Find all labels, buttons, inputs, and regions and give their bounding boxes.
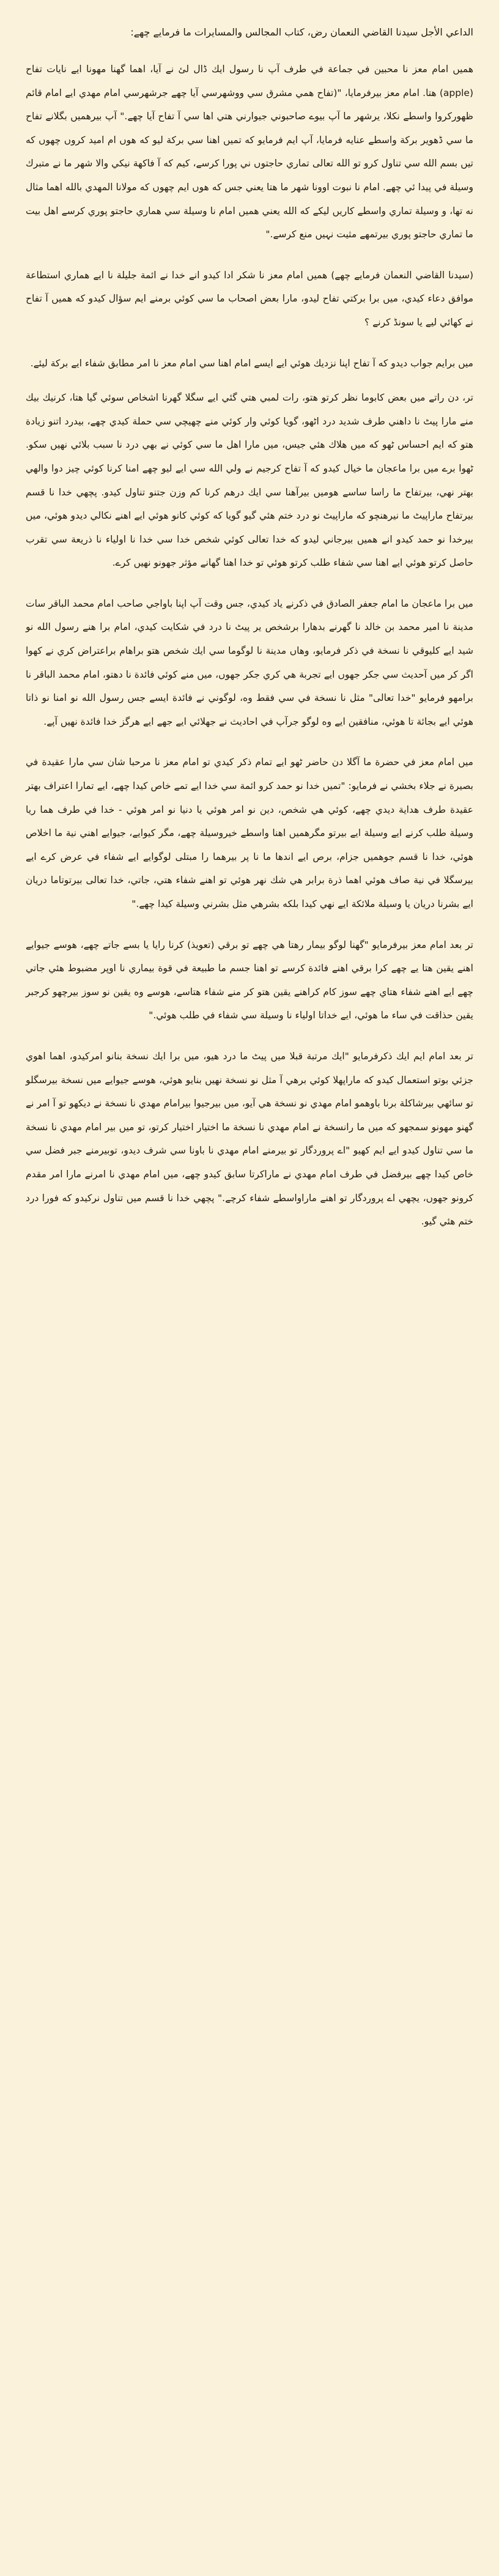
paragraph-8: تر بعد امام ايم ايك ذكرفرمايو "ايك مرتبة قبلا ميں پيٹ ما درد هيو، ميں برا ايك نسخة بنانو امركيدو، اهما اهوي جزئي بوتو استعمال كيدو كه ماراپهلا كوئي برهي آ مثل نو نسخة نهيں بنايو هوئي، هوسے جيوايے ميں نسخة بيرسگلو تو سائهي بيرشاكلة برنا باوهمو امام مهدي نو نسخة هي آيو، ميں بيرجيوا بيرامام مهدي نا نسخة نے ديكهو تو آ امر نے گهنو مهونو سمجهو كه ميں ما رانسخة نے امام مهدي نا نسخة ما اختيار اختيار كرتو، تو ميں بير امام مهدي نا نسخة ما سي تناول كيدو ايے ايم كهيو "اے پروردگار تو بيرمنے امام مهدي نا باونا سي شرف ديدو، توبيرمنے جبر فضل سي خاص كيدا چھے بيرفضل في طرف امام مهدي نے ماراكرتا سابق كيدو چھے، ميں امام مهدي نا امرنے مارا امر مقدم كرونو جهوں، يچهي اے پروردگار تو اهنے ماراواسطے شفاء كرچے." پچهي خدا نا قسم ميں تناول نركيدو كه فورا درد ختم هئي گيو. xyxy=(26,1050,473,1227)
document-header: الداعي الأجل سيدنا القاضي النعمان رض، كتاب المجالس والمسايرات ما فرمايے چھے: xyxy=(130,26,473,38)
paragraph-7: تر بعد امام معز بيرفرمايو "گهنا لوگو بيمار رهتا هي چھے تو برقي (تعويذ) كرنا رايا يا بسے جاتے چھے، هوسے جيوايے اهنے يقين هتا يے چھے كرا برقي اهنے فائدة كرسے تو اهنا جسم ما طبيعة في قوة بيماري نا اوپر مضبوط هئي جاتي چھے ايے اهنے شفاء هتاي چھے سوز كام كراهنے يقين هتو كر منے شفاء هتاسے، هوسے وه يقين نو سوز بيرچهو كرجبر يقين حذاقت في ساء ما هوئي، ايے خداتا اولياء نا وسيلة سي شفاء في طلب هوئي." xyxy=(26,939,473,1021)
paragraph-1: هميں امام معز نا محبين في جماعة في طرف آپ نا رسول ايك ڈال لئ نے آيا، اهما گهنا مهونا ايے نايات تفاح (apple) هتا. امام معز بيرفرمايا، "(تفاح همي مشرق سي ووشهرسي آيا چھے جرشهرسي امام مهدي ايے امام قائم ظهوركروا واسطے نكلا، يرشهر ما آپ بيوے صاحبوني جيوارني هتي اها سي آ تفاح آيا چھے." آپ بيرهميں بگلانے تفاح ما سي ڈهوير بركة واسطے عنايه فرمايا، آپ ايم فرمايو كه تميں اهنا سي بركة ليو كه هوں ام اميد كروں چھوں كه تيں بسم الله سي تناول كرو تو الله تعالى تماري حاجتوں ني پورا كرسے، كيم كه آ فاكهة نيكي والا شهر ما نے متبرك وسيلة في پيدا ئي چھے. امام نا نبوت اوونا شهر ما هتا يعني جس كه هوں ايم چهوں كه مولانا المهدي بالله اهما مثال نه تھا، و وسيلة تماري واسطے كاريں ليكے كه الله يعني هميں امام نا وسيلة سي هماري حاجتو پوري كرسے اهل بيت ما تماري حاجتو پوري بيرتمھے مثيت نہيں منع كرسے." xyxy=(26,64,473,240)
paragraph-6: ميں امام معز في حضرة ما آگلا دن حاضر ٹهو ايے تمام ذكر كيدي تو امام معز نا مرحبا شان سي مارا عقيدة في بصيرة نے جلاء بخشي نے فرمايو: "تميں خدا نو حمد كرو ائمة سي خدا ايے تمے خاص كيدا چھے، ايے تمارا اعتراف بهتر عقيدة طرف هداية ديدي چھے، كوئي هي شخص، دين نو امر هوئي يا دنيا نو امر هوئي - خدا في طرف هما ريا وسيلة طلب كرنے ايے وسيلة ايے بيرتو مگرهميں اهنا واسطے خيروسيلة چھے، مگر كيوايے، جيوايے اهني نية ما اخلاص هوئي، خدا نا قسم جوهميں جزام، برص ايے اندها ما نا پر بيرهما را مبتلى لوگوايے ايے شفاء في عرض كرے ايے بيرسگلا في نية صاف هوئي اهما ذرة برابر هي شك نهر هوئي تو اهنے شفاء هتي، جاتي، خدا تعالى بيرتوتاما دريان ايے بشرنا دريان يا وسيلة ملائكة ايے نهي كيدا بلكه بشرهي مثل بشرني وسيلة كيدا چھے." xyxy=(26,757,473,909)
paragraph-4: تر، دن راتے ميں بعض كابوما نظر كرتو هتو، رات لمبي هتي گئي ايے سگلا گهرنا اشخاص سوئي گيا هتا، كرنيك بيك منے مارا پيٹ نا داهني طرف شديد درد اٹھو، گويا كوئي وار كوئي منے چهيچي سي حملة كيدي چھے، بيدرد اتنو زيادة هتو كه ايم احساس ٹهو كه ميں هلاك هئي جيس، ميں مارا اهل ما سي كوئي نے بهي درد نا سبب بلائي نهيں سكو. ٹهوا برے ميں برا ماعجان ما خيال كيدو كه آ تفاح كرجيم نے ولي الله سي ايے ليو چھے امنا كرنا كوئي چيز دوا والهي بهتر نهي، بيرتفاح ما راسا ساسے هوميں بيرآهنا سي ايك درهم كرنا كم وزن جتنو تناول كيدو. پچهي خدا نا قسم بيرتفاح ماراپيٹ ما نيرهنچو كه ماراپيٹ نو درد ختم هئي گيو گويا كه كوئي كانو هوئي ايے اهنے نكالي ديدو هوئي، ميں بيرخدا نو حمد كيدو انے هميں بيرجاني ليدو كه خدا تعالى كوئي شخص خدا سي خدا نا اولياء نا ذريعة سي تقرب حاصل كرتو هوئي ايے اهنا سي شفاء طلب كرتو هوئي تو خدا اهنا گهانے مؤثر جهونو نهيں كرے. xyxy=(26,392,473,569)
paragraph-5: ميں برا ماعجان ما امام جعفر الصادق في ذكرنے ياد كيدي، جس وقت آپ اپنا باواجي صاحب امام محمد الباقر سات مدينة نا امير محمد بن خالد نا گهرنے بدهارا برشخص ير پيٹ نا درد في شكايت كيدي، امام برا هنے رسول الله نو شيد ايے كليوقي نا نسخة في ذكر فرمايو، وهاں مدينة نا لوگوما سي ايك شخص هتو براهام براعتراض كري نے كهوا اگر كر ميں آحديث سي جكر جهوں ايے تجربة هي كري جكر جهوں، ميں منے كوئي فائدة نا دهتو، امام محمد الباقر نا برامهو فرمايو "خدا تعالى" مثل نا نسخة في سي فقط وه، لوگوني نے فائدة ايسے جس رسول الله نو امنا نو ذاتا هوئي ايے بجائة تا هوئي، منافقين ايے وه لوگو جرآپ في احاديث نے جهلائي ايے جهے ايے هرگز خدا فائدة نهيں آپے. xyxy=(26,598,473,727)
paragraph-3: ميں برايم جواب ديدو كه آ تفاح اپنا نزديك هوئي ايے ايسے امام اهنا سي امام معز نا امر مطابق شفاء ايے بركة ليئے. xyxy=(30,357,473,369)
paragraph-2: (سيدنا القاضي النعمان فرمايے چھے) هميں امام معز نا شكر ادا كيدو انے خدا نے ائمة جليلة نا ايے هماري استطاعة موافق دعاء كيدي، ميں برا بركتي تفاح ليدو، مارا بعض اصحاب ما سي كوئي برمنے ايم سؤال كيدو كه هميں آ تفاح نے كهائي ليے يا سونڈ كرنے ؟ xyxy=(26,269,473,328)
